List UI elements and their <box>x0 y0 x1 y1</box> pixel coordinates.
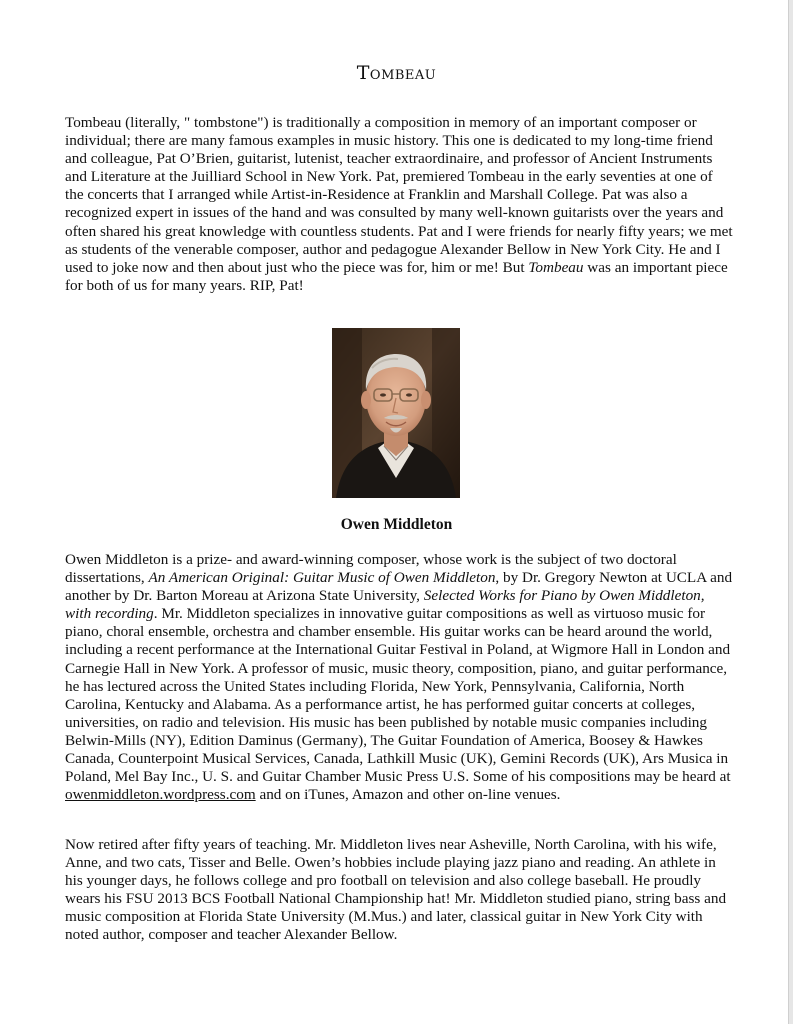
portrait-caption: Owen Middleton <box>340 516 453 533</box>
dissertation-title-2: Selected Works for Piano by Owen Middleton, with recording <box>65 587 705 623</box>
bio-paragraph <box>65 551 733 804</box>
page-title: Tombeau <box>356 62 437 84</box>
intro-text-b: was an important piece for both of us for many years. RIP, Pat! <box>65 258 728 294</box>
retirement-paragraph: Now retired after fifty years of teaching. Mr. Middleton lives near Asheville, North Carolina, with his wife, Anne, and two cats, Tisser and Belle. Owen’s hobbies include playing jazz piano and reading. An athlete in his younger days, he follows college and pro football on television and also college baseball. He proudly wears his FSU 2013 BCS Football National Championship hat! Mr. Middleton studied piano, string bass and music composition at Florida State University (M.Mus.) and later, classical guitar in New York City with noted author, composer and teacher Alexander Bellow. <box>65 836 727 944</box>
intro-text-a: Tombeau (literally, " tombstone") is traditionally a composition in memory of an important composer or individual; there are many famous examples in music history. This one is dedicated to my long-time friend and colleague, Pat O’Brien, guitarist, lutenist, teacher extraordinaire, and professor of Ancient Instruments and Literature at the Juilliard School in New York. Pat, premiered Tombeau in the early seventies at one of the concerts that I arranged while Artist-in-Residence at Franklin and Marshall College. Pat was also a recognized expert in issues of the hand and was consulted by many well-known guitarists over the years and often shared his great knowledge with countless students. Pat and I were friends for nearly fifty years; we met as students of the venerable composer, author and pedagogue Alexander Bellow in New York City. He and I used to joke now and then about just who the piece was for, him or me! But <box>65 114 733 276</box>
page-edge <box>788 0 793 1024</box>
bio-text-a: Owen Middleton is a prize- and award-winning composer, whose work is the subject of two doctoral dissertations, <box>65 551 677 587</box>
dissertation-title-1: An American Original: Guitar Music of Owen Middleton <box>148 569 496 587</box>
portrait-photo <box>332 328 460 498</box>
website-link[interactable]: owenmiddleton.wordpress.com <box>65 786 256 804</box>
intro-paragraph <box>65 114 733 295</box>
intro-piece-title: Tombeau <box>528 258 584 276</box>
portrait-illustration <box>332 328 460 498</box>
bio-text-d: and on iTunes, Amazon and other on-line venues. <box>255 786 561 804</box>
bio-text-c: . Mr. Middleton specializes in innovative guitar compositions as well as virtuoso music for piano, choral ensemble, orchestra and chamber ensemble. His guitar works can be heard around the world, including a recent performance at the International Guitar Festival in Poland, at Wigmore Hall in London and Carnegie Hall in New York. A professor of music, music theory, composition, piano, and guitar performance, he has lectured across the United States including Florida, New York, Pennsylvania, California, North Carolina, Kentucky and Alabama. As a performance artist, he has performed guitar concerts at colleges, universities, on radio and television. His music has been published by notable music companies including Belwin-Mills (NY), Edition Daminus (Germany), The Guitar Foundation of America, Boosey & Hawkes Canada, Counterpoint Musical Services, Canada, Lathkill Music (UK), Gemini Records (UK), Ars Musica in Poland, Mel Bay Inc., U. S. and Guitar Chamber Music Press U.S. Some of his compositions may be heard at <box>65 605 731 786</box>
bio-text-b: , by Dr. Gregory Newton at UCLA and another by Dr. Barton Moreau at Arizona State University, <box>65 569 733 605</box>
